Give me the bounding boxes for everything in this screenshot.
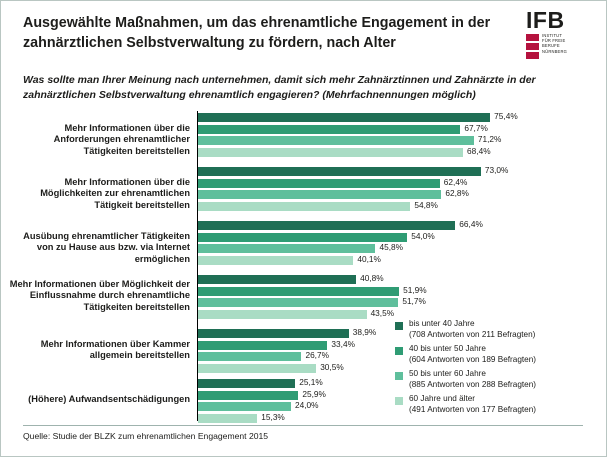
table-row <box>198 136 588 145</box>
logo-bar-1 <box>526 34 539 41</box>
bar <box>198 256 353 265</box>
bar-value-label: 40,8% <box>360 273 384 283</box>
bar-value-label: 43,5% <box>370 307 395 318</box>
page-title: Ausgewählte Maßnahmen, um das ehrenamtliche Engagement in der zahnärztlichen Selbstverwaltung zu fördern, nach Alter <box>23 15 491 51</box>
logo-wordmark: IFB <box>526 7 565 33</box>
bar <box>198 298 398 307</box>
table-row <box>198 122 588 134</box>
bar <box>198 379 295 388</box>
source-note: Quelle: Studie der BLZK zum ehrenamtlichen Engagement 2015 <box>23 431 269 441</box>
table-row <box>198 284 588 296</box>
bar <box>198 275 356 284</box>
logo-subtitle: INSTITUT FÜR FREIE BERUFE NÜRNBERG <box>542 33 568 54</box>
bar <box>198 113 490 122</box>
bar <box>198 352 301 361</box>
bar-value-label: 67,7% <box>464 122 488 133</box>
survey-question: Was sollte man Ihrer Meinung nach unternehmen, damit sich mehr Zahnärztinnen und Zahnärzte in der zahnärztlichen Selbstverwaltung ehrenamtlich engagieren? (Mehrfachnennungen möglich) <box>23 74 536 101</box>
bar <box>198 244 375 253</box>
category-label: Mehr Informationen über Kammer allgemein bereitstellen <box>40 338 190 360</box>
category-label: Mehr Informationen über Möglichkeit der Einflussnahme durch ehrenamtliche Tätigkeiten bereitstellen <box>9 278 190 312</box>
legend-swatch <box>395 322 403 330</box>
legend-label: bis unter 40 Jahre (708 Antworten von 211 Befragten) <box>409 319 536 339</box>
bar <box>198 391 298 400</box>
chart-header <box>1 1 606 65</box>
bar-value-label: 26,7% <box>305 350 329 360</box>
legend-item <box>395 395 595 420</box>
bar-value-label: 30,5% <box>320 361 344 372</box>
table-row <box>198 244 588 253</box>
bar-value-label: 73,0% <box>484 165 509 175</box>
chart-legend <box>395 320 595 420</box>
legend-swatch <box>395 397 403 405</box>
logo-bar-3 <box>526 52 539 59</box>
bar-value-label: 66,4% <box>459 219 483 229</box>
bar-value-label: 15,3% <box>261 411 285 422</box>
bar <box>198 148 463 157</box>
bar <box>198 167 481 176</box>
bar <box>198 125 460 134</box>
legend-label: 60 Jahre und älter (491 Antworten von 177 Befragten) <box>409 394 536 414</box>
bar <box>198 233 407 242</box>
table-row <box>198 221 588 230</box>
bar-value-label: 71,2% <box>477 134 502 144</box>
bar-value-label: 62,4% <box>443 176 468 187</box>
category-label: Mehr Informationen über die Anforderungen ehrenamtlicher Tätigkeiten bereitstellen <box>53 122 190 156</box>
bar-value-label: 38,9% <box>352 327 377 337</box>
table-row <box>198 199 588 211</box>
category-label: Ausübung ehrenamtlicher Tätigkeiten von zu Hause aus bzw. via Internet ermöglichen <box>23 230 190 264</box>
bar-value-label: 62,8% <box>445 188 469 198</box>
bar-value-label: 51,9% <box>403 284 427 295</box>
logo-bars <box>526 34 592 60</box>
legend-label: 40 bis unter 50 Jahre (604 Antworten von 189 Befragten) <box>409 344 536 364</box>
category-label: Mehr Informationen über die Möglichkeiten zur ehrenamtlichen Tätigkeit bereitstellen <box>40 176 190 210</box>
bar <box>198 221 455 230</box>
bar <box>198 287 399 296</box>
bar-value-label: 75,4% <box>494 111 518 121</box>
bar-value-label: 40,1% <box>357 253 381 264</box>
legend-swatch <box>395 372 403 380</box>
bar <box>198 179 440 188</box>
bar <box>198 310 367 319</box>
category-label: (Höhere) Aufwandsentschädigungen <box>28 394 190 405</box>
bar-value-label: 54,0% <box>411 230 435 241</box>
bar-chart <box>1 111 606 421</box>
table-row <box>198 298 588 307</box>
logo-bar-2 <box>526 43 539 50</box>
bar-value-label: 25,1% <box>299 377 323 387</box>
table-row <box>198 145 588 157</box>
table-row <box>198 176 588 188</box>
bar <box>198 364 316 373</box>
bar <box>198 402 291 411</box>
bar <box>198 136 474 145</box>
table-row <box>198 275 588 284</box>
bar-value-label: 68,4% <box>467 145 491 156</box>
bar-value-label: 45,8% <box>379 242 403 252</box>
legend-label: 50 bis unter 60 Jahre (885 Antworten von 288 Befragten) <box>409 369 536 389</box>
bar <box>198 329 349 338</box>
bar-value-label: 25,9% <box>302 388 326 399</box>
ifb-logo <box>526 9 592 59</box>
legend-swatch <box>395 347 403 355</box>
bar <box>198 341 327 350</box>
table-row <box>198 253 588 265</box>
table-row <box>198 113 588 122</box>
bar <box>198 202 410 211</box>
bar <box>198 414 257 423</box>
bar-value-label: 24,0% <box>295 400 319 410</box>
table-row <box>198 230 588 242</box>
bar-value-label: 33,4% <box>331 338 355 349</box>
source-divider <box>23 425 583 426</box>
legend-item <box>395 370 595 395</box>
bar-value-label: 51,7% <box>402 296 426 306</box>
bar <box>198 190 441 199</box>
legend-item <box>395 320 595 345</box>
legend-item <box>395 345 595 370</box>
table-row <box>198 167 588 176</box>
bar-value-label: 54,8% <box>414 199 438 210</box>
table-row <box>198 190 588 199</box>
